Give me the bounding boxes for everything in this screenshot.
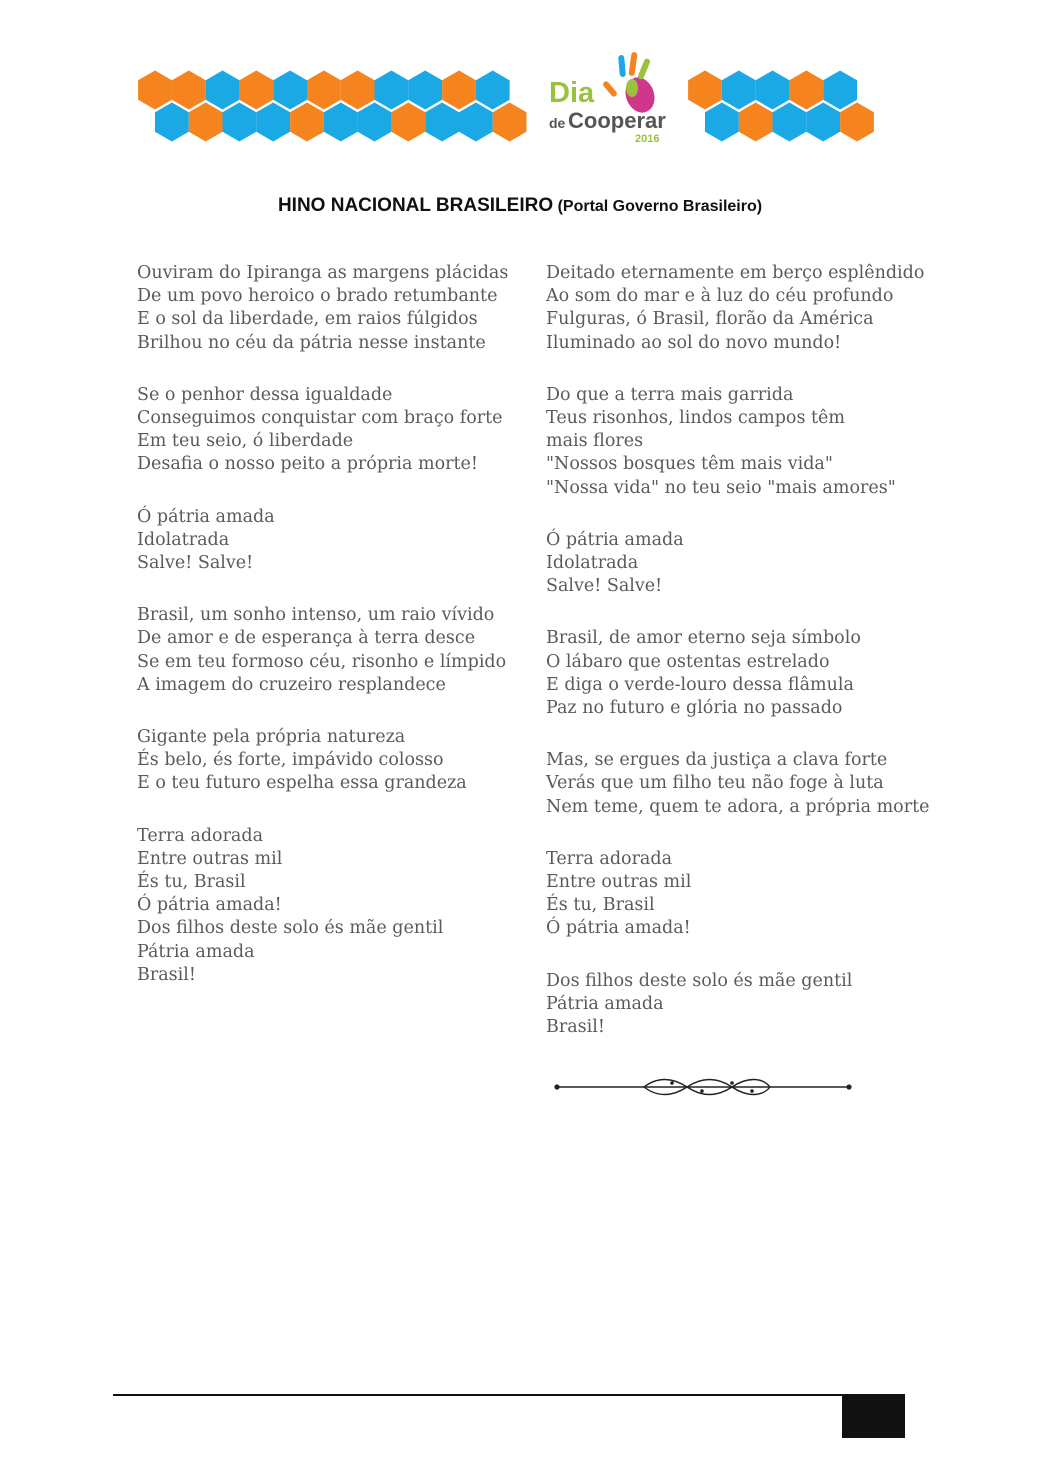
hexagon-shape (705, 103, 739, 142)
lyric-line: És belo, és forte, impávido colosso (137, 750, 444, 771)
hexagon-shape (358, 103, 392, 142)
lyric-line: "Nossa vida" no teu seio "mais amores" (546, 477, 896, 498)
lyric-line: Brasil! (546, 1017, 605, 1038)
lyric-line: Pátria amada (137, 941, 255, 962)
hexagon-shape (341, 71, 375, 110)
hexagon-shape (206, 71, 240, 110)
stanza (137, 604, 517, 697)
lyric-line: Teus risonhos, lindos campos têm mais flores (546, 408, 845, 452)
title-main: HINO NACIONAL BRASILEIRO (277, 195, 554, 216)
hexagon-shape (823, 71, 857, 110)
lyric-line: Nem teme, quem te adora, a própria morte (546, 796, 930, 817)
hexagon-shape (806, 103, 840, 142)
logo-year: 2016 (635, 133, 660, 145)
lyric-line: Salve! Salve! (546, 576, 663, 597)
lyric-line: És tu, Brasil (546, 895, 655, 916)
hexagon-shape (307, 71, 341, 110)
hexagon-shape (493, 103, 527, 142)
stanza (137, 825, 517, 987)
page-title (0, 195, 1040, 217)
hexagon-shape (172, 71, 206, 110)
lyric-line: Ó pátria amada! (546, 918, 691, 939)
lyric-line: Brasil! (137, 964, 196, 985)
logo-de: de (549, 115, 566, 131)
stanza (546, 262, 926, 355)
lyric-line: Brilhou no céu da pátria nesse instante (137, 332, 486, 353)
stanza (137, 726, 517, 796)
lyric-line: Idolatrada (546, 553, 639, 574)
stanza (546, 529, 926, 599)
page-number-box (842, 1396, 905, 1438)
lyric-line: Terra adorada (137, 825, 264, 846)
lyric-line: Em teu seio, ó liberdade (137, 431, 354, 452)
lyric-line: Terra adorada (546, 848, 673, 869)
hexagon-shape (189, 103, 223, 142)
hexagon-shape (476, 71, 510, 110)
lyric-line: Idolatrada (137, 529, 230, 550)
lyric-line: Mas, se ergues da justiça a clava forte (546, 750, 888, 771)
ornament-divider-icon (552, 1074, 854, 1100)
hexagon-shape (223, 103, 257, 142)
hexagon-shape (138, 71, 172, 110)
hexagon-shape (459, 103, 493, 142)
stanza (546, 848, 926, 941)
lyric-line: Deitado eternamente em berço esplêndido (546, 263, 925, 283)
lyric-line: E o teu futuro espelha essa grandeza (137, 773, 467, 794)
lyric-line: Brasil, de amor eterno seja símbolo (546, 628, 861, 649)
hexagon-shape (273, 71, 307, 110)
lyric-line: E o sol da liberdade, em raios fúlgidos (137, 309, 478, 330)
lyrics-left-column (137, 262, 517, 1016)
hexagon-shape (756, 71, 790, 110)
stanza (137, 262, 517, 355)
dia-de-cooperar-banner (137, 50, 897, 150)
lyric-line: O lábaro que ostentas estrelado (546, 651, 830, 672)
logo-dia: Dia (549, 77, 595, 109)
hexagon-pattern-right (688, 71, 874, 142)
logo-cooperar: Cooperar (568, 108, 666, 133)
lyric-line: Paz no futuro e glória no passado (546, 698, 843, 719)
stanza (546, 627, 926, 720)
hexagon-shape (256, 103, 290, 142)
hexagon-shape (391, 103, 425, 142)
lyric-line: Dos filhos deste solo és mãe gentil (137, 918, 444, 939)
stanza (546, 749, 930, 819)
lyric-line: Do que a terra mais garrida (546, 384, 794, 405)
hexagon-shape (155, 103, 189, 142)
hexagon-shape (442, 71, 476, 110)
lyric-line: Ao som do mar e à luz do céu profundo (546, 286, 894, 307)
lyric-line: Dos filhos deste solo és mãe gentil (546, 970, 853, 991)
lyric-line: Desafia o nosso peito a própria morte! (137, 454, 478, 475)
lyric-line: Se em teu formoso céu, risonho e límpido (137, 651, 507, 672)
hexagon-shape (408, 71, 442, 110)
hand-logo-icon (602, 52, 659, 117)
title-source: (Portal Governo Brasileiro) (557, 198, 763, 215)
hexagon-shape (789, 71, 823, 110)
lyric-line: Ouviram do Ipiranga as margens plácidas (137, 263, 509, 283)
lyric-line: Ó pátria amada (546, 529, 684, 550)
hexagon-shape (688, 71, 722, 110)
footer-rule (113, 1394, 905, 1396)
hexagon-shape (324, 103, 358, 142)
stanza (546, 970, 926, 1040)
hexagon-shape (739, 103, 773, 142)
hexagon-shape (722, 71, 756, 110)
hexagon-shape (425, 103, 459, 142)
lyric-line: Se o penhor dessa igualdade (137, 384, 393, 405)
lyric-line: "Nossos bosques têm mais vida" (546, 454, 833, 475)
stanza (137, 506, 517, 576)
lyric-line: De amor e de esperança à terra desce (137, 628, 476, 649)
lyric-line: Entre outras mil (546, 872, 692, 893)
lyric-line: Gigante pela própria natureza (137, 727, 406, 748)
hexagon-shape (239, 71, 273, 110)
lyric-line: Salve! Salve! (137, 553, 254, 574)
lyric-line: Ó pátria amada! (137, 895, 282, 916)
hexagon-shape (375, 71, 409, 110)
hexagon-pattern-left (138, 71, 526, 142)
lyrics-right-column (546, 262, 930, 1068)
hexagon-shape (773, 103, 807, 142)
stanza (137, 384, 517, 477)
lyric-line: És tu, Brasil (137, 872, 246, 893)
lyric-line: A imagem do cruzeiro resplandece (137, 674, 446, 695)
hexagon-shape (840, 103, 874, 142)
lyric-line: Verás que um filho teu não foge à luta (546, 773, 884, 794)
lyric-line: Brasil, um sonho intenso, um raio vívido (137, 605, 495, 626)
lyric-line: Entre outras mil (137, 848, 283, 869)
lyric-line: Pátria amada (546, 993, 664, 1014)
lyric-line: Ó pátria amada (137, 506, 275, 527)
lyric-line: De um povo heroico o brado retumbante (137, 286, 498, 307)
lyric-line: Conseguimos conquistar com braço forte (137, 408, 503, 429)
lyric-line: Iluminado ao sol do novo mundo! (546, 332, 842, 353)
stanza (546, 384, 926, 500)
hexagon-shape (290, 103, 324, 142)
lyric-line: Fulguras, ó Brasil, florão da América (546, 309, 874, 330)
lyric-line: E diga o verde-louro dessa flâmula (546, 674, 854, 695)
